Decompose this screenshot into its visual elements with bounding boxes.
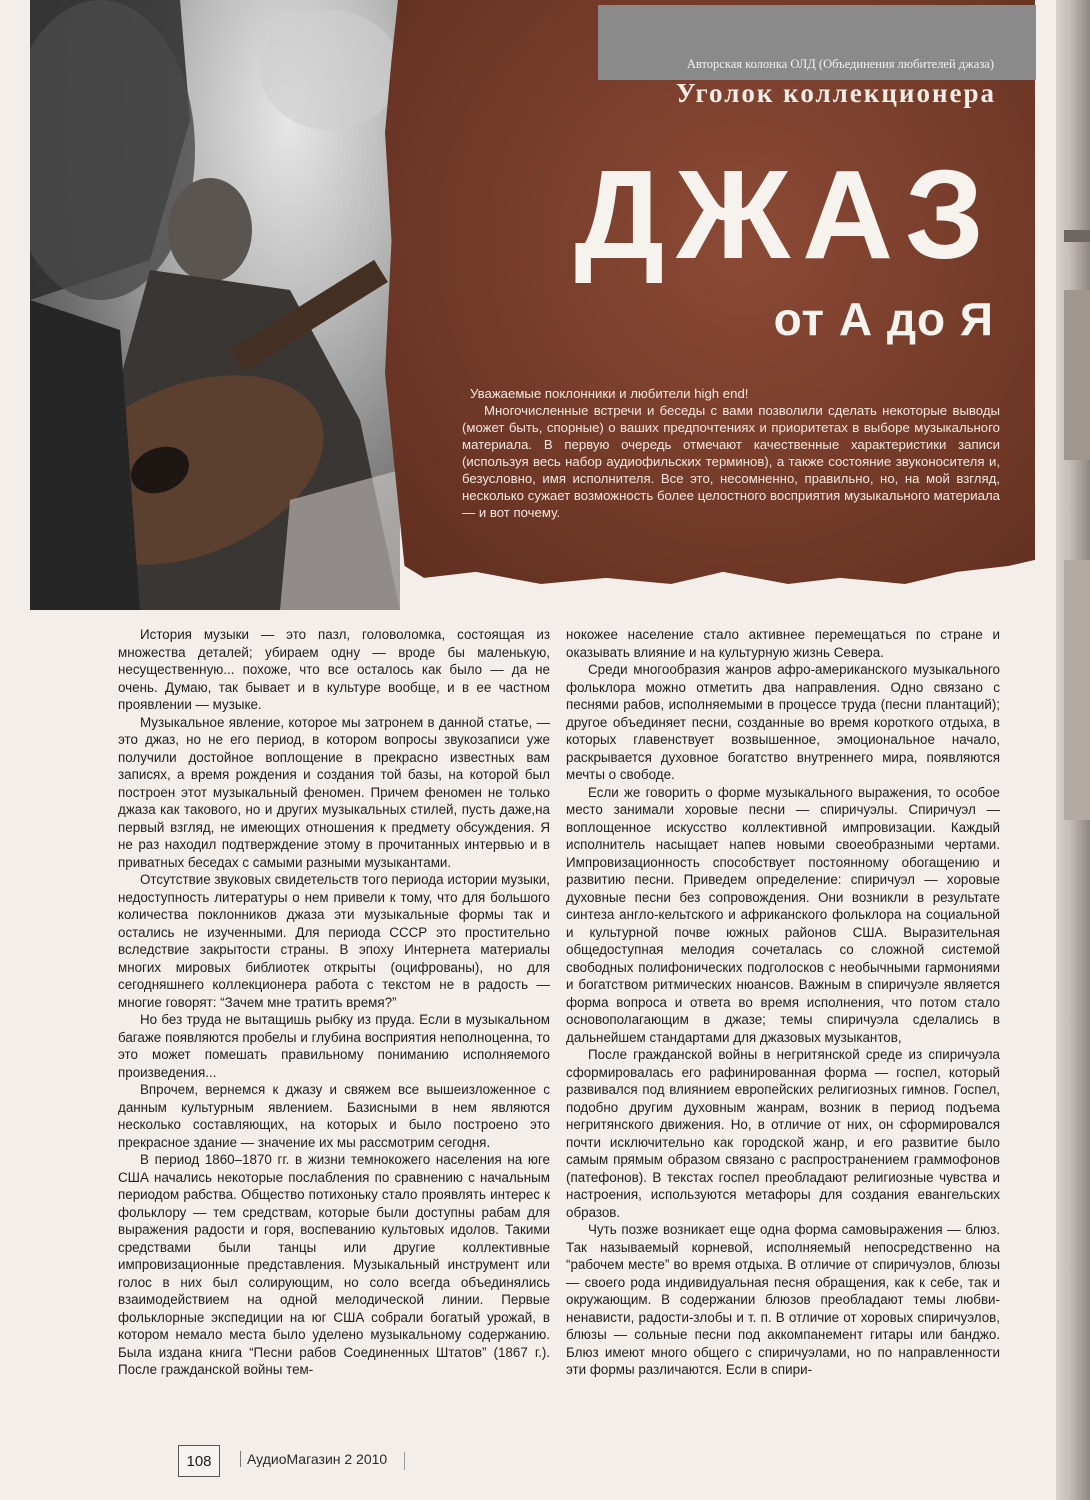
column-note: Авторская колонка ОЛД (Объединения любителей джаза) xyxy=(686,57,994,71)
paragraph: После гражданской войны в негритянской среде из спиричуэла сформировалась его рафинированная форма — госпел, который развивался под влиянием европейских религиозных гимнов. Госпел, подобно другим духовным жанрам, возник в период подъема негритянского движения. Но, в отличие от них, он сформировался почти исключительно как городской жанр, и его развитие было самым прямым образом связано с распространением граммофонов (патефонов). В текстах госпел преобладают религиозные чувства и настроения, используются метафоры для создания евангельских образов. xyxy=(566,1047,1000,1220)
photo-illustration xyxy=(30,0,400,610)
paragraph: Впрочем, вернемся к джазу и свяжем все вышеизложенное с данным культурным явлением. Базисными в нем являются несколько составляющих, на которых и было построено это прекрасное здание — значение их мы рассмотрим сегодня. xyxy=(118,1082,550,1150)
paragraph: Но без труда не вытащишь рыбку из пруда. Если в музыкальном багаже появляются пробелы и глубина восприятия неполноценна, то это может помешать правильному пониманию исполняемого произведения... xyxy=(118,1012,550,1080)
paragraph: Музыкальное явление, которое мы затронем в данной статье, — это джаз, но не его период, в котором вопросы звукозаписи уже получили достойное воплощение в прекрасно известных вам записях, а время рождения и создания той базы, на которой был построен этот музыкальный феномен. Причем феномен не только джаза как такового, но и других музыкальных стилей, пусть даже,на первый взгляд, не имеющих отношения к предмету обсуждения. Я не раз находил подтверждение этому в прочитанных интервью и в приватных беседах с самыми разными музыкантами. xyxy=(118,714,550,870)
paragraph: Среди многообразия жанров афро-американского музыкального фольклора можно отметить два направления. Одно связано с песнями рабов, исполняемыми в процессе труда (песни плантаций); другое объединяет песни, созданные во время короткого отдыха, в которых главенствует возвышенное, эмоциональное начало, раскрывается духовное богатство внутреннего мира, появляются мечты о свободе. xyxy=(566,662,1000,782)
footer-divider xyxy=(404,1452,405,1470)
adjacent-page-mark xyxy=(1064,290,1090,460)
paragraph: Отсутствие звуковых свидетельств того периода истории музыки, недоступность литературы о нем привели к тому, что для большого количества поклонников джаза эти музыкальные формы так и остались не изученными. Для периода СССР это простительно вследствие закрытости страны. В эпоху Интернета материалы многих мировых библиотек открыты (оцифрованы), но для сегодняшнего коллекционера работа с текстом не в радость — многие говорят: “Зачем мне тратить время?” xyxy=(118,872,550,1010)
body-column-right xyxy=(566,626,1000,1379)
paragraph: Чуть позже возникает еще одна форма самовыражения — блюз. Так называемый корневой, исполняемый непосредственно на “рабочем месте” во время отдыха. В отличие от спиричуэлов, блюзы — своего рода индивидуальная песня обращения, как к себе, так и окружающим. В содержании блюзов преобладают темы любви-ненависти, радости-злобы и т. п. В отличие от хоровых спиричуэлов, блюзы — сольные песни под аккомпанемент гитары или банджо. Блюз имеют много общего с спиричуэлами, но по направленности эти формы различаются. Если в спири- xyxy=(566,1222,1000,1377)
article-title: ДЖАЗ xyxy=(574,144,996,285)
section-title: Уголок коллекционера xyxy=(675,78,996,108)
magazine-name: АудиоМагазин 2 2010 xyxy=(240,1451,387,1467)
intro-paragraph: Многочисленные встречи и беседы с вами позволили сделать некоторые выводы (может быть, спорные) о ваших предпочтениях и приоритетах в выборе музыкального материала. В первую очередь отмечают качественные характеристики записи (используя весь набор аудиофильских терминов), а также состояние звуконосителя и, безусловно, имя исполнителя. Все это, несомненно, правильно, но, на мой взгляд, несколько сужает возможность более целостного восприятия музыкального материала — и вот почему. xyxy=(462,403,1000,520)
guitar-player-photo xyxy=(30,0,400,610)
page-number: 108 xyxy=(178,1445,220,1477)
paragraph-continuation: нокожее население стало активнее перемещаться по стране и оказывать влияние и на культурную жизнь Севера. xyxy=(566,627,1000,660)
paragraph: В период 1860–1870 гг. в жизни темнокожего населения на юге США начались некоторые послабления по сравнению с начальным периодом рабства. Общество потихоньку стало проявлять интерес к фольклору — тем средствам, которые были доступны рабам для выражения радости и горя, воспеванию культовых идолов. Такими средствами были танцы или другие коллективные импровизационные представления. Музыкальный инструмент или голос в них был солирующим, но соло всегда объединялись взаимодействием на одной мелодической линии. Первые фольклорные экспедиции на юг США собрали богатый урожай, в котором немало места было уделено музыкальному содержанию. Была издана книга “Песни рабов Соединенных Штатов” (1867 г.). После гражданской войны тем- xyxy=(118,1152,550,1377)
adjacent-page-mark xyxy=(1064,560,1090,820)
body-column-left xyxy=(118,626,550,1379)
intro-text xyxy=(462,385,1000,521)
paragraph: История музыки — это пазл, головоломка, состоящая из множества деталей; убираем одну — вроде бы маленькую, несущественную... похоже, что все осталось как было — да не очень. Думаю, так бывает и в культуре вообще, и в ее частном проявлении — музыке. xyxy=(118,627,550,712)
article-subtitle: от А до Я xyxy=(773,293,994,345)
intro-greeting: Уважаемые поклонники и любители high end! xyxy=(470,386,749,401)
adjacent-page-edge xyxy=(1056,0,1090,1500)
adjacent-page-mark xyxy=(1064,230,1090,242)
paragraph: Если же говорить о форме музыкального выражения, то особое место занимали хоровые песни — спиричуэлы. Спиричуэл — воплощенное искусство коллективной импровизации. Каждый исполнитель насыщает напев новыми своеобразными чертами. Импровизационность способствует постоянному обогащению и развитию песни. Приведем определение: спиричуэл — хоровые духовные песни без сопровождения. Они возникли в результате синтеза англо-кельтского и африканского фольклора на социальной и культурной почве южных районов США. Выразительная общедоступная мелодия сочеталась со сложной системой свободных полифонических подголосков с необычными гармониями и богатством ритмических нюансов. Важным в спиричуэле является форма вопроса и ответа во время исполнения, что потом стало основополагающим в джазе; темы спиричуэла сделались в дальнейшем стандартами для джазовых музыкантов, xyxy=(566,784,1000,1045)
